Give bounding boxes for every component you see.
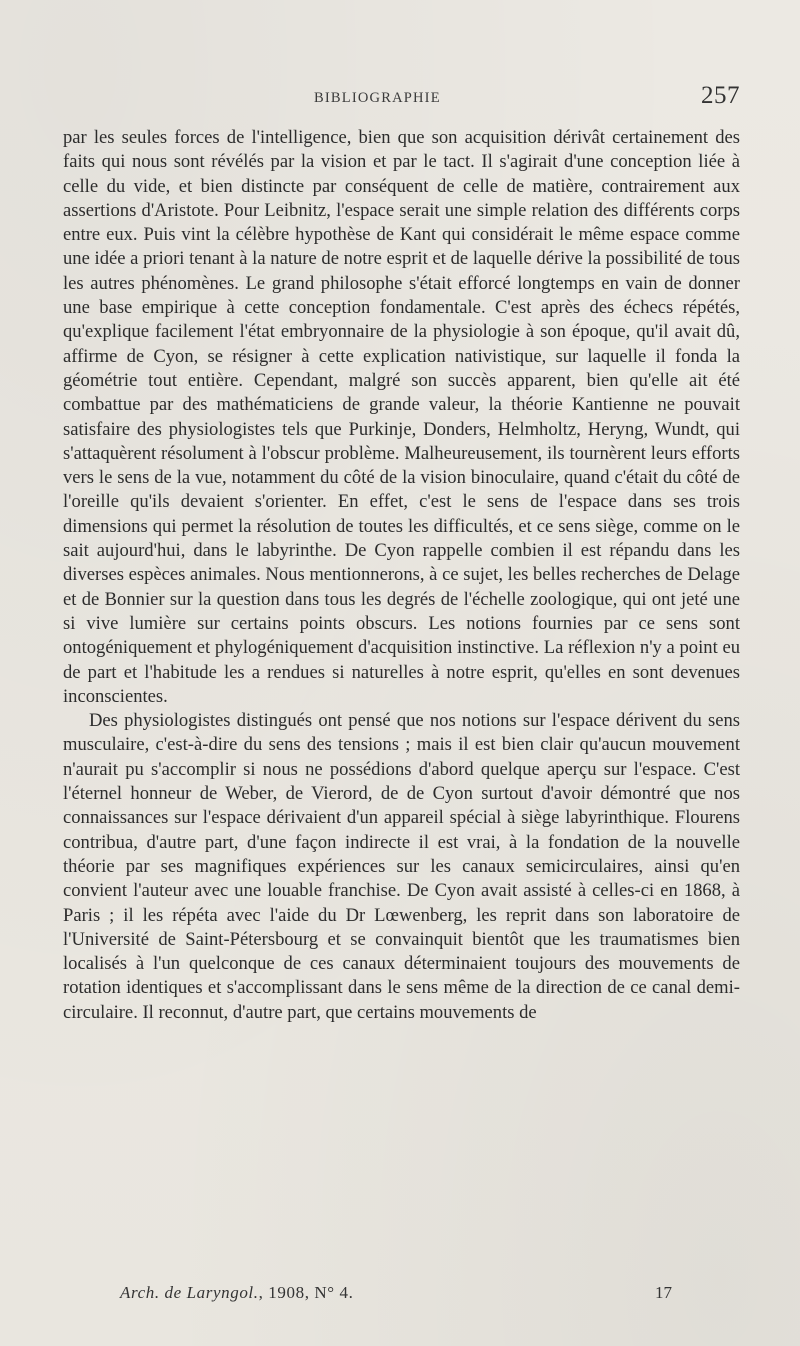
body-text — [63, 126, 740, 1025]
page-number: 257 — [701, 82, 740, 109]
paragraph: par les seules forces de l'intelligence, bien que son acquisition dérivât certainement des faits qui nous sont révélés par la vision et par le tact. Il s'agirait d'une conception liée à celle du vide, et bien distincte par conséquent de celle de matière, contrairement aux assertions d'Aristote. Pour Leibnitz, l'espace serait une simple relation des différents corps entre eux. Puis vint la célèbre hypothèse de Kant qui considérait le même espace comme une idée a priori tenant à la nature de notre esprit et de laquelle dérive la possibilité de tous les autres phénomènes. Le grand philosophe s'était efforcé longtemps en vain de donner une base empirique à cette conception fondamentale. C'est après des échecs répétés, qu'explique facilement l'état embryonnaire de la physiologie à son époque, qu'il avait dû, affirme de Cyon, se résigner à cette explication nativistique, sur laquelle il fonda la géométrie tout entière. Cependant, malgré son succès apparent, bien qu'elle ait été combattue par des mathématiciens de grande valeur, la théorie Kantienne ne pouvait satisfaire des physiologistes tels que Purkinje, Donders, Helmholtz, Heryng, Wundt, qui s'attaquèrent résolument à l'obscur problème. Malheureusement, ils tournèrent leurs efforts vers le sens de la vue, notamment du côté de la vision binoculaire, quand c'était du côté de l'oreille qu'ils devaient s'orienter. En effet, c'est le sens de l'espace dans ses trois dimensions qui permet la résolution de toutes les difficultés, et ce sens siège, comme on le sait aujourd'hui, dans le labyrinthe. De Cyon rappelle combien il est répandu dans les diverses espèces animales. Nous mentionnerons, à ce sujet, les belles recherches de Delage et de Bonnier sur la question dans tous les degrés de l'échelle zoologique, qui ont jeté une si vive lumière sur certains points obscurs. Les notions fournies par ce sens sont ontogéniquement et phylogéniquement d'acquisition instinctive. La réflexion n'y a point eu de part et l'habitude les a rendues si naturelles à notre esprit, qu'elles en sont devenues inconscientes. — [63, 127, 740, 707]
sheet-number: 17 — [655, 1283, 672, 1302]
journal-issue: , 1908, N° 4. — [258, 1283, 354, 1302]
journal-signature — [120, 1283, 354, 1303]
journal-title: Arch. de Laryngol. — [120, 1283, 259, 1302]
running-head — [64, 82, 740, 116]
signature-footer — [64, 1283, 740, 1309]
running-title: BIBLIOGRAPHIE — [314, 90, 441, 106]
paragraph: Des physiologistes distingués ont pensé que nos notions sur l'espace dérivent du sens musculaire, c'est-à-dire du sens des tensions ; mais il est bien clair qu'aucun mouvement n'aurait pu s'accomplir si nous ne possédions d'abord quelque aperçu sur l'espace. C'est l'éternel honneur de Weber, de Vierord, de de Cyon surtout d'avoir démontré que nos connaissances sur l'espace dérivaient d'un appareil spécial à siège labyrinthique. Flourens contribua, d'autre part, d'une façon indirecte il est vrai, à la fondation de la nouvelle théorie par ses magnifiques expériences sur les canaux semicirculaires, ainsi qu'en convient l'auteur avec une louable franchise. De Cyon avait assisté à celles-ci en 1868, à Paris ; il les répéta avec l'aide du Dr Lœwenberg, les reprit dans son laboratoire de l'Université de Saint-Pétersbourg et se convainquit bientôt que les traumatismes bien localisés à l'un quelconque de ces canaux déterminaient toujours des mouvements de rotation identiques et s'accomplissant dans le sens même de la direction de ce canal demi-circulaire. Il reconnut, d'autre part, que certains mouvements de — [63, 710, 740, 1023]
